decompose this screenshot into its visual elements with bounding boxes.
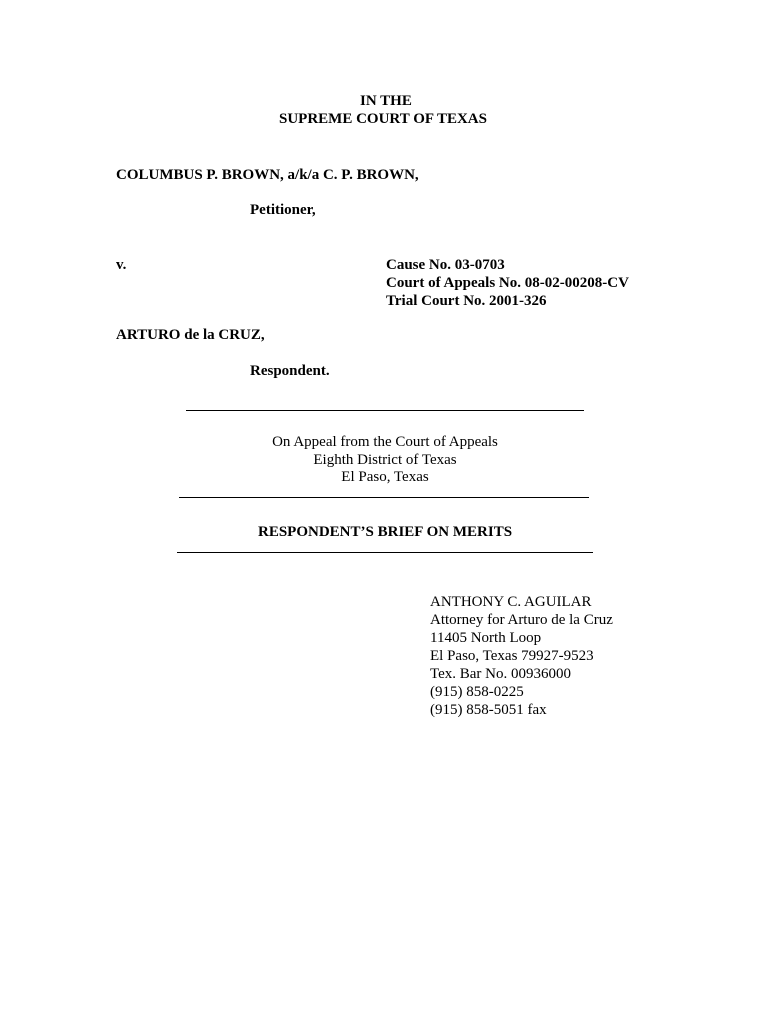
attorney-block xyxy=(430,593,613,719)
divider-rule xyxy=(177,552,593,553)
attorney-address2: El Paso, Texas 79927-9523 xyxy=(430,648,594,664)
divider-rule xyxy=(179,497,589,498)
appeals-number: Court of Appeals No. 08-02-00208-CV xyxy=(386,275,629,291)
petitioner-name: COLUMBUS P. BROWN, a/k/a C. P. BROWN, xyxy=(116,167,419,183)
attorney-address1: 11405 North Loop xyxy=(430,630,542,646)
petitioner-role: Petitioner, xyxy=(250,202,316,218)
court-header-line1: IN THE xyxy=(360,93,412,109)
versus-label: v. xyxy=(116,257,127,273)
respondent-role: Respondent. xyxy=(250,363,330,379)
case-numbers xyxy=(386,256,629,310)
trial-court-number: Trial Court No. 2001-326 xyxy=(386,293,547,309)
cause-number: Cause No. 03-0703 xyxy=(386,257,505,273)
attorney-name: ANTHONY C. AGUILAR xyxy=(430,594,592,610)
attorney-bar-number: Tex. Bar No. 00936000 xyxy=(430,666,572,682)
appeal-line2: Eighth District of Texas xyxy=(313,452,457,468)
attorney-fax: (915) 858-5051 fax xyxy=(430,702,547,718)
respondent-name: ARTURO de la CRUZ, xyxy=(116,327,265,343)
appeal-line3: El Paso, Texas xyxy=(341,469,429,485)
attorney-phone: (915) 858-0225 xyxy=(430,684,524,700)
attorney-role: Attorney for Arturo de la Cruz xyxy=(430,612,613,628)
appeal-line1: On Appeal from the Court of Appeals xyxy=(272,434,498,450)
court-header-line2: SUPREME COURT OF TEXAS xyxy=(279,111,487,127)
brief-title: RESPONDENT’S BRIEF ON MERITS xyxy=(258,524,513,540)
divider-rule xyxy=(186,410,584,411)
